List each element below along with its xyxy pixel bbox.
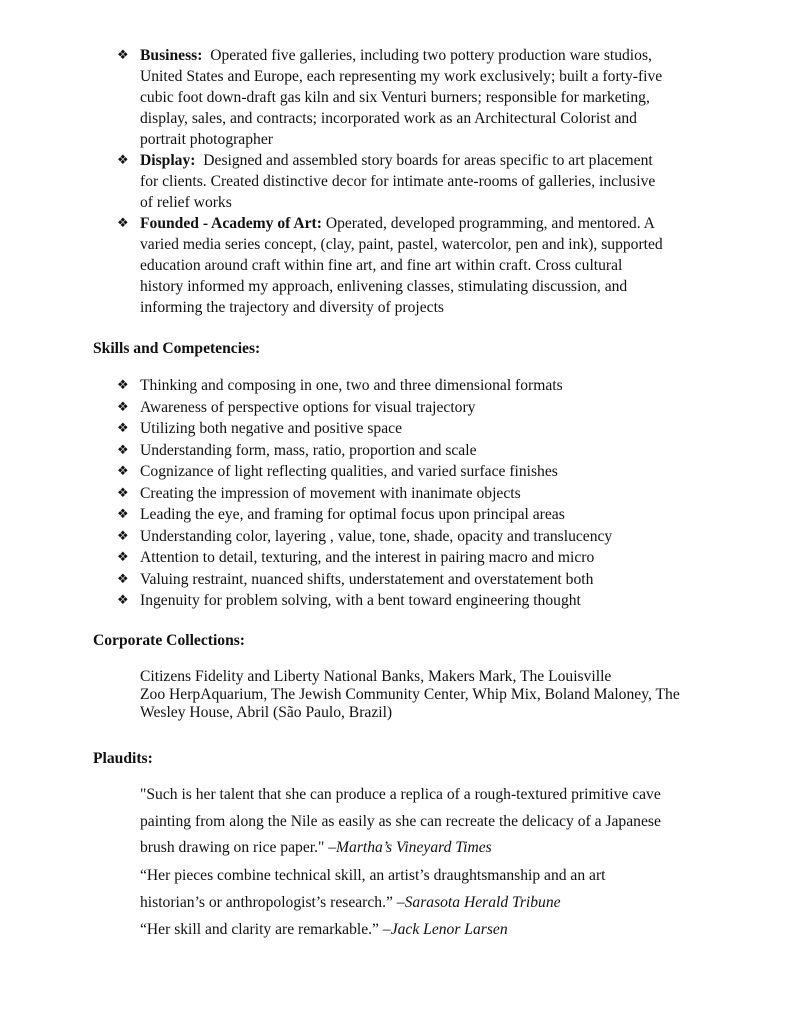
list-item-line xyxy=(140,151,653,171)
list-item-line: varied media series concept, (clay, paint, pastel, watercolor, pen and ink), supported xyxy=(140,236,663,253)
skill-item: Valuing restraint, nuanced shifts, understatement and overstatement both xyxy=(140,571,594,588)
skill-item: Utilizing both negative and positive space xyxy=(140,420,402,437)
diamond-bullet-icon: ❖ xyxy=(117,400,129,415)
list-item-line: education around craft within fine art, and fine art within craft. Cross cultural xyxy=(140,257,623,274)
diamond-bullet-icon: ❖ xyxy=(117,443,129,458)
item-label: Display: xyxy=(140,152,196,169)
quote-line xyxy=(140,920,508,940)
collections-line: Zoo HerpAquarium, The Jewish Community Center, Whip Mix, Boland Maloney, The xyxy=(140,686,680,703)
section-heading-collections: Corporate Collections: xyxy=(93,632,246,649)
diamond-bullet-icon: ❖ xyxy=(117,507,129,522)
quote-source: Jack Lenor Larsen xyxy=(390,921,508,938)
quote-source: Sarasota Herald Tribune xyxy=(404,894,561,911)
diamond-bullet-icon: ❖ xyxy=(117,421,129,436)
diamond-bullet-icon: ❖ xyxy=(117,572,129,587)
skill-item: Understanding form, mass, ratio, proportion and scale xyxy=(140,442,477,459)
quote-line: "Such is her talent that she can produce a replica of a rough-textured primitive cave xyxy=(140,786,661,803)
diamond-bullet-icon: ❖ xyxy=(117,153,129,168)
quote-source: Martha’s Vineyard Times xyxy=(336,839,492,856)
item-label: Founded - Academy of Art: xyxy=(140,215,322,232)
section-heading-skills: Skills and Competencies: xyxy=(93,340,261,357)
skill-item: Cognizance of light reflecting qualities, and varied surface finishes xyxy=(140,463,558,480)
section-heading-plaudits: Plaudits: xyxy=(93,750,153,767)
diamond-bullet-icon: ❖ xyxy=(117,378,129,393)
diamond-bullet-icon: ❖ xyxy=(117,48,129,63)
diamond-bullet-icon: ❖ xyxy=(117,486,129,501)
list-item-line: of relief works xyxy=(140,194,232,211)
item-text: Designed and assembled story boards for areas specific to art placement xyxy=(203,152,653,169)
list-item-line: for clients. Created distinctive decor for intimate ante-rooms of galleries, inclusive xyxy=(140,173,656,190)
skill-item: Leading the eye, and framing for optimal focus upon principal areas xyxy=(140,506,565,523)
list-item-line: display, sales, and contracts; incorporated work as an Architectural Colorist and xyxy=(140,110,637,127)
list-item-line xyxy=(140,46,652,66)
quote-line: painting from along the Nile as easily as she can recreate the delicacy of a Japanese xyxy=(140,813,661,830)
quote-text: “Her skill and clarity are remarkable.” – xyxy=(140,921,391,938)
skill-item: Awareness of perspective options for visual trajectory xyxy=(140,399,476,416)
diamond-bullet-icon: ❖ xyxy=(117,216,129,231)
diamond-bullet-icon: ❖ xyxy=(117,593,129,608)
collections-line: Citizens Fidelity and Liberty National Banks, Makers Mark, The Louisville xyxy=(140,668,612,685)
quote-line xyxy=(140,893,561,913)
diamond-bullet-icon: ❖ xyxy=(117,464,129,479)
skill-item: Attention to detail, texturing, and the interest in pairing macro and micro xyxy=(140,549,595,566)
diamond-bullet-icon: ❖ xyxy=(117,529,129,544)
list-item-line: cubic foot down-draft gas kiln and six Venturi burners; responsible for marketing, xyxy=(140,89,650,106)
list-item-line: informing the trajectory and diversity of projects xyxy=(140,299,444,316)
skill-item: Thinking and composing in one, two and three dimensional formats xyxy=(140,377,563,394)
quote-text: brush drawing on rice paper." – xyxy=(140,839,337,856)
skill-item: Understanding color, layering , value, tone, shade, opacity and translucency xyxy=(140,528,613,545)
collections-line: Wesley House, Abril (São Paulo, Brazil) xyxy=(140,704,393,721)
item-label: Business: xyxy=(140,47,203,64)
skill-item: Creating the impression of movement with inanimate objects xyxy=(140,485,521,502)
list-item-line xyxy=(140,214,655,234)
item-text: Operated five galleries, including two pottery production ware studios, xyxy=(210,47,652,64)
skill-item: Ingenuity for problem solving, with a bent toward engineering thought xyxy=(140,592,581,609)
item-text: Operated, developed programming, and mentored. A xyxy=(325,215,655,232)
list-item-line: history informed my approach, enlivening classes, stimulating discussion, and xyxy=(140,278,628,295)
diamond-bullet-icon: ❖ xyxy=(117,550,129,565)
quote-line xyxy=(140,838,492,858)
quote-line: “Her pieces combine technical skill, an artist’s draughtsmanship and an art xyxy=(140,867,606,884)
list-item-line: portrait photographer xyxy=(140,131,273,148)
list-item-line: United States and Europe, each representing my work exclusively; built a forty-five xyxy=(140,68,663,85)
quote-text: historian’s or anthropologist’s research.” – xyxy=(140,894,405,911)
